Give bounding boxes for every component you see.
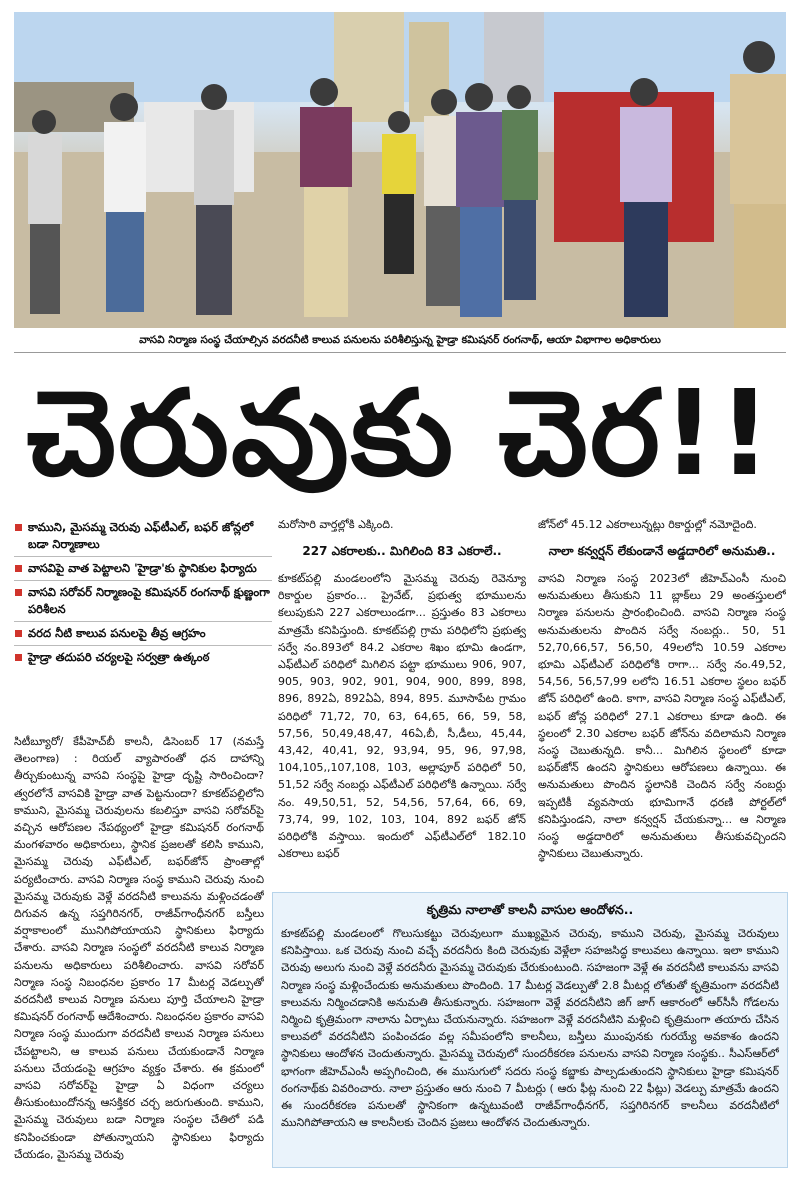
article-column-3-top: జోన్‌లో 45.12 ఎకరాలున్నట్లు రికార్డుల్లో నమోదైంది. <box>538 518 757 531</box>
article-column-3: వాసవి నిర్మాణ సంస్థ 2023లో జీహెచ్‌ఎంసీ నుంచి అనుమతులు తీసుకుని 11 బ్లాక్‌లు 29 అంతస్తులలో నిర్మాణ పనులను ప్రారంభించింది. వాసవి నిర్మాణ సంస్థ అనుమతులను పొందిన సర్వే నంబర్లు.. 50, 51 52,70,66,57, 56,50, 49లలోని 10.59 ఎకరాల భూమి ఎఫ్‌టీఎల్ పరిధిలోకి రాగా... సర్వే నం.49,52, 54,56, 56,57,99 లలోని 16.51 ఎకరాల స్థలం బఫర్ జోన్ పరిధిలో ఉంది. కాగా, వాసవి నిర్మాణ సంస్థ ఎఫ్‌టీఎల్, బఫర్ జోన్ల పరిధిలో 27.1 ఎకరాలు కూడా ఉంది. ఈ స్థలంలో 2.30 ఎకరాల బఫర్ జోన్‌ను వదిలామని నిర్మాణ సంస్థ చెబుతున్నది. కానీ... మిగిలిన స్థలంలో కూడా బఫర్‌జోన్ ఉందని స్థానికులు ఆరోపణలు ఉన్నాయి. ఈ అనుమతులు పొందిన స్థలానికి చెందిన సర్వే నంబర్లు ఇప్పటికీ వ్యవసాయ భూమిగానే ధరణి పోర్టల్‌లో కనిపిస్తుండని, నాలా కన్వర్షన్ చేయకున్నా... ఆ నిర్మాణ సంస్థ అడ్డదారిలో అనుమతులు తీసుకువచ్చిందని స్థానికులు చెబుతున్నారు. <box>538 572 786 861</box>
highlight-item: హైడ్రా తదుపరి చర్యలపై సర్వత్రా ఉత్కంఠ <box>14 645 272 669</box>
photo-caption: వాసవి నిర్మాణ సంస్థ చేయాల్సిన వరదనీటి కాలువ పనులను పరిశీలిస్తున్న హైడ్రా కమిషనర్ రంగనాథ్, ఆయా విభాగాల అధికారులు <box>14 328 786 353</box>
highlight-item: వాసవి సరోవర్ నిర్మాణంపై కమిషనర్ రంగనాథ్ క్షుణ్ణంగా పరిశీలన <box>14 580 272 621</box>
subheading-227-acres: 227 ఎకరాలకు.. మిగిలింది 83 ఎకరాలే.. <box>302 544 502 558</box>
sidebar-box-title: కృత్రిమ నాలాతో కాలనీ వాసుల ఆందోళన.. <box>426 902 634 917</box>
article-column-2-top: మరోసారి వార్తల్లోకి ఎక్కింది. <box>278 518 394 531</box>
news-photo <box>14 12 786 328</box>
bullet-square-icon <box>15 589 22 596</box>
highlight-item: వరద నీటి కాలువ పనులపై తీవ్ర ఆగ్రహం <box>14 621 272 645</box>
highlight-item: వాసవిపై వాత పెట్టాలని 'హైడ్రా'కు స్థానికుల ఫిర్యాదు <box>14 556 272 580</box>
sidebar-box-body: కూకట్‌పల్లి మండలంలో గొలుసుకట్టు చెరువులుగా ముఖ్యమైన చెరువు, కాముని చెరువు, మైసమ్మ చెరువులు కనిపిస్తాయి. ఒక చెరువు నుంచి వచ్చే వరదనీరు కింది చెరువుకు వెళ్లేలా సహజసిద్ధ కాలువలు ఉన్నాయి. ఇలా కాముని చెరువు అలుగు నుంచి వెళ్లే వరదనీరు మైసమ్మ చెరువుకు చేరుకుంటుంది. సహజంగా వెళ్లే ఈ వరదనీటి కాలువను వాసవి నిర్మాణ సంస్థ మళ్లించేందుకు అనుమతులు పొందింది. 17 మీటర్ల వెడల్పుతో 2.8 మీటర్ల లోతుతో కృత్రిమంగా వరదనీటి కాలువను నిర్మించడానికి అనుమతి తీసుకున్నారు. సహజంగా వెళ్లే వరదనీటిని జిగ్ జాగ్ ఆకారంలో ఆర్‌సీసీ గోడలను నిర్మించి కృత్రిమంగా నాలాను ఏర్పాటు చేయనున్నారు. సహజంగా వెళ్లే వరదనీటిని మళ్లించి కృత్రిమంగా తయారు చేసిన కాలువలో వరదనీటిని పంపించడం వల్ల సమీపంలోని కాలనీలు, బస్తీలు ముంపునకు గురయ్యే అవకాశం ఉందని స్థానికులు ఆందోళన చెందుతున్నారు. మైసమ్మ చెరువులో సుందరీకరణ పనులను వాసవి నిర్మాణ సంస్థకు.. సీఎస్‌ఆర్‌లో భాగంగా జీహెచ్‌ఎంసీ అప్పగించింది, ఈ ముసుగులో సదరు సంస్థ కబ్జాకు పాల్పడుతుందని స్థానికులు హైడ్రా కమిషనర్ రంగనాథ్‌కు వివరించారు. నాలా ప్రస్తుతం ఆరు నుంచి 7 మీటర్లు ( ఆరు ఫీట్ల నుంచి 22 ఫీట్లు) వెడల్పు మాత్రమే ఉందని ఈ సుందరీకరణ పనులతో స్థానికంగా ఉన్నటువంటి రాజీవ్‌గాంధీనగర్, సప్తగిరినగర్ కాలనీలు వరదనీటిలో మునిగిపోతాయని ఆ కాలనీలకు చెందిన ప్రజలు ఆందోళన చెందుతున్నారు. <box>281 927 779 1130</box>
highlights-list <box>14 516 272 669</box>
article-column-2: కూకట్‌పల్లి మండలంలోని మైసమ్మ చెరువు రెవెన్యూ రికార్డుల ప్రకారం... ప్రైవేట్, ప్రభుత్వ భూములను కలుపుకుని 227 ఎకరాలుండగా... ప్రస్తుతం 83 ఎకరాలు మాత్రమే కనిపిస్తుంది. కూకట్‌పల్లి గ్రామ పరిధిలోని ప్రభుత్వ సర్వే నం.893లో 84.2 ఎకరాల శిఖం భూమి ఉండగా, ఎఫ్‌టీఎల్ పరిధిలో మిగిలిన పట్టా భూములు 906, 907, 905, 903, 902, 901, 904, 900, 899, 898, 896, 892ఏ, 892ఏఏ, 894, 895. మూసాపేట గ్రామం పరిధిలో 71,72, 70, 63, 64,65, 66, 59, 58, 57,56, 50,49,48,47, 46ఏ,బీ, సీ,డీలు, 45,44, 43,42, 40,41, 92, 93,94, 95, 96, 97,98, 104,105,,107,108, 103, అల్లాపూర్ పరిధిలో 50, 51,52 సర్వే నంబర్లు ఎఫ్‌టీఎల్ పరిధిలోకి ఉన్నాయి. సర్వే నం. 49,50,51, 52, 54,56, 57,64, 66, 69, 73,74, 99, 102, 103, 104, 892 బఫర్ జోన్ పరిధిలోకి వస్తాయి. ఇందులో ఎఫ్‌టీఎల్‌లో 182.10 ఎకరాలు బఫర్ <box>278 572 526 861</box>
bullet-square-icon <box>15 654 22 661</box>
sidebar-box <box>272 892 788 1168</box>
bullet-square-icon <box>15 630 22 637</box>
headline: చెరువుకు చెర!! <box>26 364 774 502</box>
officials-inspection-image <box>14 12 786 328</box>
article-column-1: సిటీబ్యూరో/ కేపీహెచ్‌బీ కాలనీ, డిసెంబర్ 17 (నమస్తే తెలంగాణ) : రియల్ వ్యాపారంతో ధన దాహాన్ని తీర్చుకుంటున్న వాసవి సంస్థపై హైడ్రా దృష్టి సారించిందా? త్వరలోనే వాసవికి హైడ్రా వాత పెట్టనుందా? కూకట్‌పల్లిలోని కాముని, మైసమ్మ చెరువులను కబలిస్తూ వాసవి సరోవర్‌పై వచ్చిన ఆరోపణల నేపథ్యంలో హైడ్రా కమిషనర్ రంగనాథ్ మంగళవారం అధికారులు, స్థానిక ప్రజలతో కలిసి కాముని, మైసమ్మ చెరువు ఎఫ్‌టీఎల్, బఫర్‌జోన్ ప్రాంతాల్లో పర్యటించారు. వాసవి నిర్మాణ సంస్థ కాముని చెరువు నుంచి మైసమ్మ చెరువుకు వెళ్లే వరదనీటి కాలువను మళ్లించడంతో దిగువన ఉన్న సప్తగిరినగర్, రాజీవ్‌గాంధీనగర్ బస్తీలు వర్షాకాలంలో మునిగిపోయాయని స్థానికులు ఫిర్యాదు చేశారు. వాసవి నిర్మాణ సంస్థలో వరదనీటి కాలువ నిర్మాణ పనులను అధికారులు పరిశీలించారు. వాసవి సరోవర్ నిర్మాణ సంస్థ నిబంధనల ప్రకారం 17 మీటర్ల వెడల్పుతో వరదనీటి కాలువ నిర్మాణ పనులు పూర్తి చేయాలని హైడ్రా కమిషనర్ రంగనాథ్ ఆదేశించారు. నిబంధనల ప్రకారం వాసవి నిర్మాణ సంస్థ ముందుగా వరదనీటి కాలువ నిర్మాణ పనులు చేపట్టాలని, ఆ కాలువ పనులు చేయకుండానే నిర్మాణ పనులు చేయడంపై ఆగ్రహం వ్యక్తం చేశారు. ఈ క్రమంలో వాసవి సరోవర్‌పై హైడ్రా ఏ విధంగా చర్యలు తీసుకుంటుందోనన్న ఆసక్తికర చర్చ జరుగుతుంది. కాముని, మైసమ్మ చెరువులు బడా నిర్మాణ సంస్థల చేతిలో పడి కనిపించకుండా పోతున్నాయని స్థానికులు ఫిర్యాదు చేయడం, మైసమ్మ చెరువు <box>14 735 264 1161</box>
highlight-item: కాముని, మైసమ్మ చెరువు ఎఫ్‌టీఎల్, బఫర్ జోన్లలో బడా నిర్మాణాలు <box>14 516 272 556</box>
subheading-nala-conversion: నాలా కన్వర్షన్ లేకుండానే అడ్డదారిలో అనుమతి.. <box>548 544 776 558</box>
bullet-square-icon <box>15 524 22 531</box>
bullet-square-icon <box>15 565 22 572</box>
